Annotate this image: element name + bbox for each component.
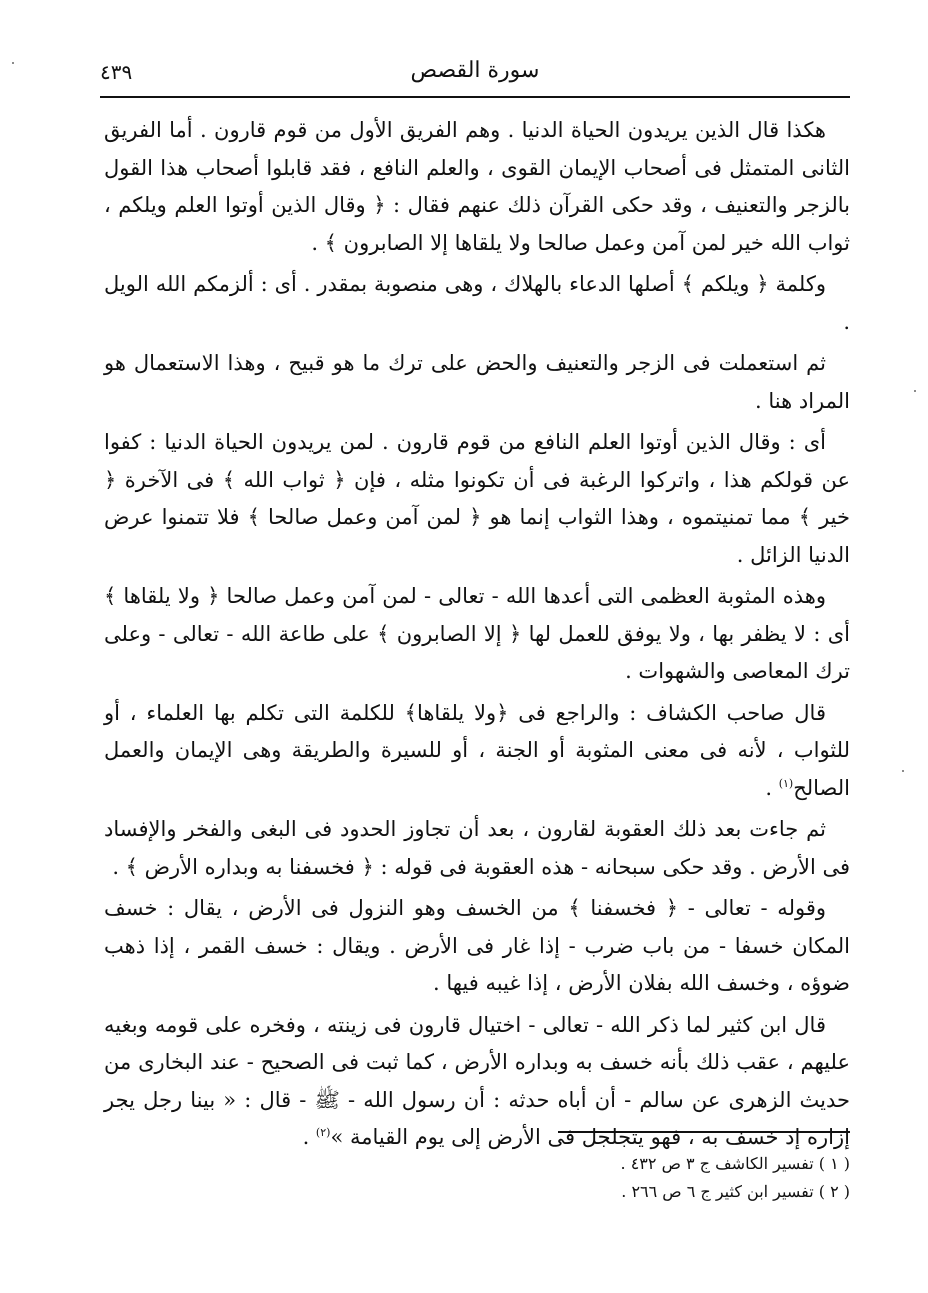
surah-title: سورة القصص — [410, 58, 540, 83]
paragraph-3: ثم استعملت فى الزجر والتعنيف والحض على ترك ما هو قبيح ، وهذا الاستعمال هو المراد هنا . — [104, 351, 850, 413]
paragraph-1: هكذا قال الذين يريدون الحياة الدنيا . وهم الفريق الأول من قوم قارون . أما الفريق الثانى المتمثل فى أصحاب الإيمان القوى ، والعلم النافع ، فقد قابلوا أصحاب هذا القول بالزجر والتعنيف ، وقد حكى القرآن ذلك عنهم فقال : ﴿ وقال الذين أوتوا العلم ويلكم ، ثواب الله خير لمن آمن وعمل صالحا ولا يلقاها إلا الصابرون ﴾ . — [104, 118, 850, 255]
footnote-2: ( ٢ ) تفسير ابن كثير ج ٦ ص ٢٦٦ . — [621, 1182, 850, 1201]
scan-speck — [902, 770, 904, 772]
paragraph-6-end: . — [765, 775, 779, 800]
body-text — [104, 112, 850, 1161]
scan-speck — [12, 62, 14, 64]
footnote-ref-2: (٢) — [315, 1126, 331, 1139]
footnote-1: ( ١ ) تفسير الكاشف ج ٣ ص ٤٣٢ . — [620, 1154, 850, 1173]
header-rule — [100, 96, 850, 98]
scan-speck — [914, 390, 916, 392]
footnote-ref-1: (١) — [778, 776, 794, 790]
paragraph-6-text: قال صاحب الكشاف : والراجع فى ﴿ولا يلقاها﴾ للكلمة التى تكلم بها العلماء ، أو للثواب ، لأنه فى معنى المثوبة أو الجنة ، أو للسيرة والطريقة وهى الإيمان والعمل الصالح — [104, 700, 850, 800]
page-number: ٤٣٩ — [100, 60, 133, 84]
paragraph-9-text: قال ابن كثير لما ذكر الله - تعالى - اختيال قارون فى زينته ، وفخره على قومه وبغيه عليهم ، عقب ذلك بأنه خسف به وبداره الأرض ، كما ثبت فى الصحيح - عند البخارى من حديث الزهرى عن سالم - أن أباه حدثه : أن رسول الله - ﷺ - قال : « بينا رجل يجر إزاره إذ خسف به ، فهو يتجلجل فى الأرض إلى يوم القيامة » — [104, 1012, 850, 1149]
paragraph-8: وقوله - تعالى - ﴿ فخسفنا ﴾ من الخسف وهو النزول فى الأرض ، يقال : خسف المكان خسفا - من باب ضرب - إذا غار فى الأرض . ويقال : خسف القمر ، إذا ذهب ضوؤه ، وخسف الله بفلان الأرض ، إذا غيبه فيها . — [104, 896, 850, 995]
paragraph-5: وهذه المثوبة العظمى التى أعدها الله - تعالى - لمن آمن وعمل صالحا ﴿ ولا يلقاها ﴾ أى : لا يظفر بها ، ولا يوفق للعمل لها ﴿ إلا الصابرون ﴾ على طاعة الله - تعالى - وعلى ترك المعاصى والشهوات . — [104, 584, 850, 683]
paragraph-6 — [104, 695, 850, 808]
paragraph-2: وكلمة ﴿ ويلكم ﴾ أصلها الدعاء بالهلاك ، وهى منصوبة بمقدر . أى : ألزمكم الله الويل . — [104, 272, 850, 334]
paragraph-9 — [104, 1007, 850, 1157]
paragraph-4: أى : وقال الذين أوتوا العلم النافع من قوم قارون . لمن يريدون الحياة الدنيا : كفوا عن قولكم هذا ، واتركوا الرغبة فى أن تكونوا مثله ، فإن ﴿ ثواب الله ﴾ فى الآخرة ﴿ خير ﴾ مما تمنيتموه ، وهذا الثواب إنما هو ﴿ لمن آمن وعمل صالحا ﴾ فلا تتمنوا عرض الدنيا الزائل . — [104, 430, 850, 567]
footnote-rule — [558, 1131, 850, 1133]
page-header — [100, 58, 850, 92]
paragraph-9-end: . — [302, 1125, 316, 1149]
paragraph-7: ثم جاءت بعد ذلك العقوبة لقارون ، بعد أن تجاوز الحدود فى البغى والفخر والإفساد فى الأرض . وقد حكى سبحانه - هذه العقوبة فى قوله : ﴿ فخسفنا به وبداره الأرض ﴾ . — [104, 817, 850, 879]
footnotes — [420, 1150, 850, 1206]
